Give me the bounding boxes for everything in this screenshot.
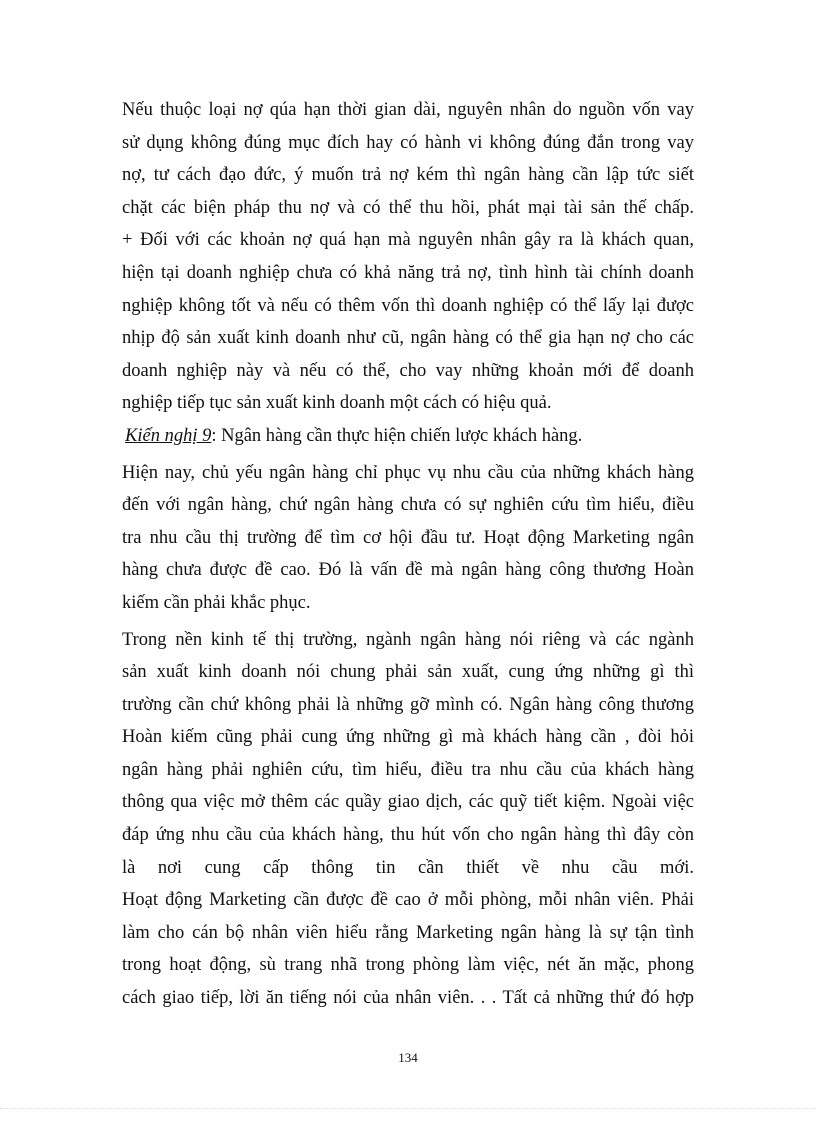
page-bottom-divider (0, 1108, 816, 1109)
text-line: nợ, tư cách đạo đức, ý muốn trả nợ kém thì ngân hàng cần lập tức siết (122, 165, 694, 186)
text-line: doanh nghiệp này và nếu có thể, cho vay những khoản mới để doanh (122, 360, 694, 381)
text-line: hiện tại doanh nghiệp chưa có khả năng trả nợ, tình hình tài chính doanh (122, 262, 694, 283)
recommendation-heading (122, 420, 694, 453)
text-line: ngân hàng phải nghiên cứu, tìm hiểu, điều tra nhu cầu của khách hàng (122, 759, 694, 780)
recommendation-label: Kiến nghị 9 (125, 425, 212, 446)
text-line: trong hoạt động, sù trang nhã trong phòng làm việc, nét ăn mặc, phong (122, 955, 694, 976)
text-line: kiếm cần phải khắc phục. (122, 592, 311, 613)
recommendation-text: : Ngân hàng cần thực hiện chiến lược khách hàng. (211, 425, 583, 446)
text-line: Hiện nay, chủ yếu ngân hàng chỉ phục vụ nhu cầu của những khách hàng (122, 462, 694, 483)
text-line: sử dụng không đúng mục đích hay có hành vi không đúng đắn trong vay (122, 132, 694, 153)
page-number: 134 (398, 1050, 418, 1065)
text-line: Hoạt động Marketing cần được đề cao ở mỗi phòng, mỗi nhân viên. Phải (122, 890, 694, 911)
text-line: + Đối với các khoản nợ quá hạn mà nguyên nhân gây ra là khách quan, (122, 230, 694, 251)
text-line: đáp ứng nhu cầu của khách hàng, thu hút vốn cho ngân hàng thì đây còn (122, 825, 694, 846)
text-line: nhịp độ sản xuất kinh doanh như cũ, ngân hàng có thể gia hạn nợ cho các (122, 328, 694, 349)
text-line: Trong nền kinh tế thị trường, ngành ngân hàng nói riêng và các ngành (122, 629, 694, 650)
text-line: Nếu thuộc loại nợ qúa hạn thời gian dài, nguyên nhân do nguồn vốn vay (122, 100, 694, 120)
text-line: hàng chưa được đề cao. Đó là vấn đề mà ngân hàng công thương Hoàn (122, 560, 694, 581)
text-line: cách giao tiếp, lời ăn tiếng nói của nhân viên. . . Tất cả những thứ đó hợp (122, 988, 694, 1009)
text-line: làm cho cán bộ nhân viên hiểu rằng Marketing ngân hàng là sự tận tình (122, 922, 694, 943)
text-line: nghiệp không tốt và nếu có thêm vốn thì doanh nghiệp có thể lấy lại được (122, 295, 694, 316)
text-line: là nơi cung cấp thông tin cần thiết về nhu cầu mới. (122, 857, 694, 878)
text-line: đến với ngân hàng, chứ ngân hàng chưa có sự nghiên cứu tìm hiểu, điều (122, 495, 694, 516)
body-text (122, 94, 694, 1015)
text-line: chặt các biện pháp thu nợ và có thể thu hồi, phát mại tài sản thế chấp. (122, 197, 694, 218)
text-line: nghiệp tiếp tục sản xuất kinh doanh một cách có hiệu quả. (122, 393, 552, 414)
text-line: Hoàn kiếm cũng phải cung ứng những gì mà khách hàng cần , đòi hỏi (122, 727, 694, 748)
text-line: thông qua việc mở thêm các quầy giao dịch, các quỹ tiết kiệm. Ngoài việc (122, 792, 694, 813)
text-line: sản xuất kinh doanh nói chung phải sản xuất, cung ứng những gì thì (122, 662, 694, 683)
text-line: tra nhu cầu thị trường để tìm cơ hội đầu tư. Hoạt động Marketing ngân (122, 527, 694, 548)
text-line: trường cần chứ không phải là những gỡ mình có. Ngân hàng công thương (122, 694, 694, 715)
